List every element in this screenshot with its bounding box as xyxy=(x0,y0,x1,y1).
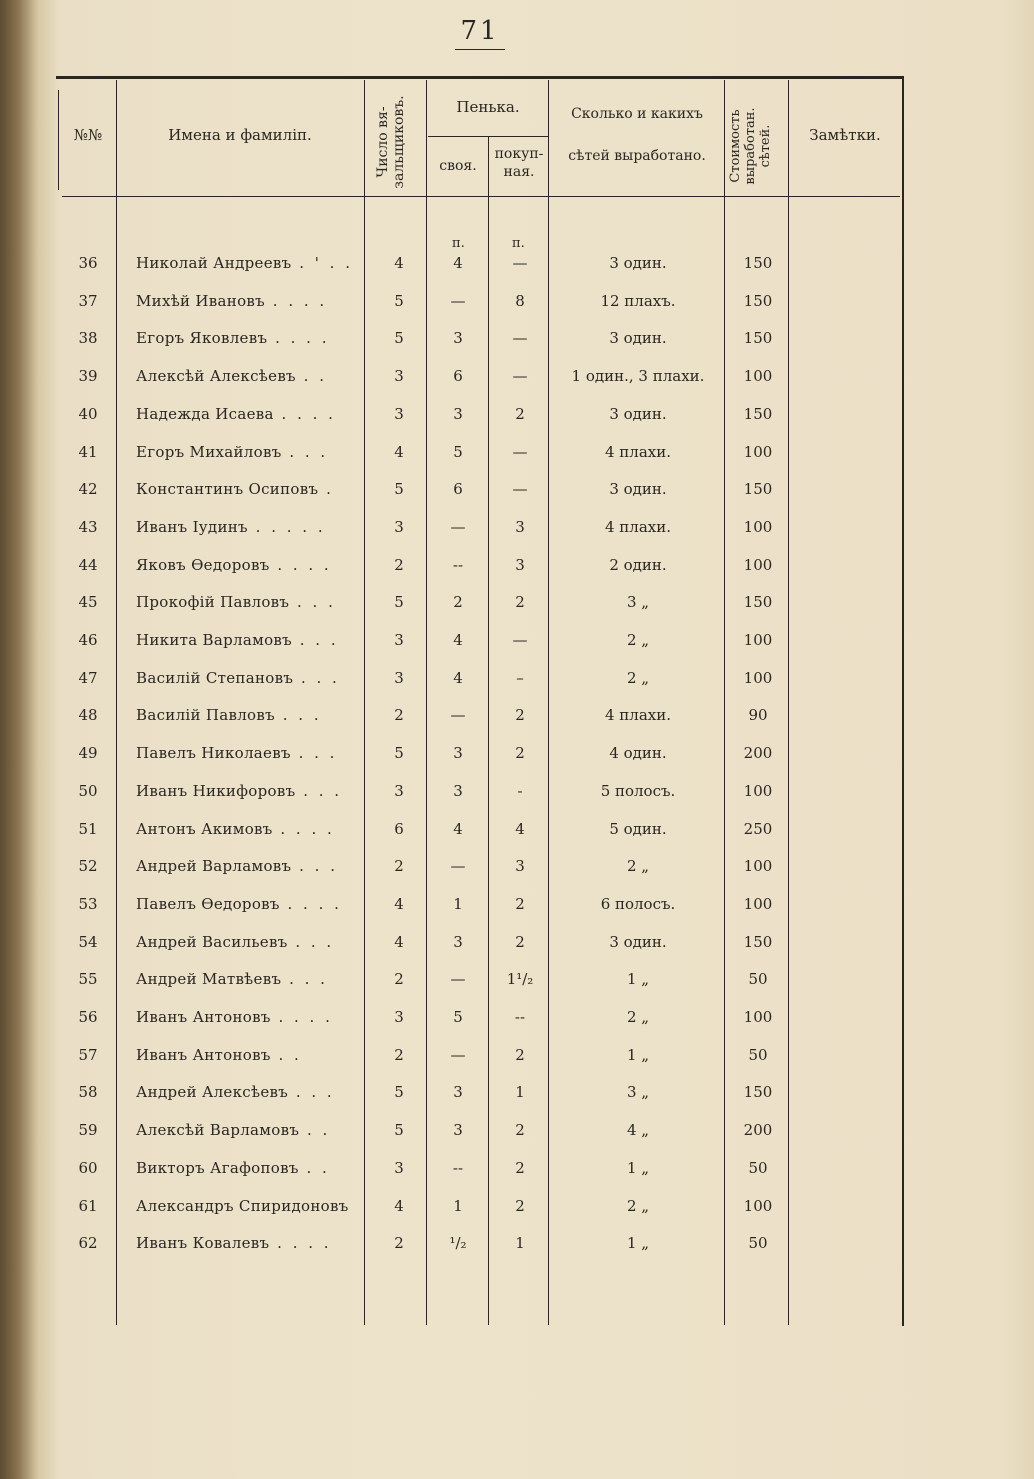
person-name-text: Алексѣй Алексѣевъ xyxy=(136,367,296,386)
leader-dots: . ' . . xyxy=(291,254,353,272)
nets-cost: 150 xyxy=(743,329,773,348)
row-number: 59 xyxy=(78,1121,98,1140)
nets-cost: 150 xyxy=(743,291,773,310)
nets-cost: 100 xyxy=(743,517,773,536)
row-number: 62 xyxy=(78,1234,98,1253)
table-row xyxy=(0,593,1034,631)
row-number: 49 xyxy=(78,744,98,763)
nets-produced: 12 плахъ. xyxy=(600,291,676,310)
person-name-text: Егоръ Яковлевъ xyxy=(136,329,268,348)
hemp-bought: 2 xyxy=(515,593,525,612)
nets-cost: 200 xyxy=(743,744,773,763)
nets-cost: 150 xyxy=(743,932,773,951)
person-name xyxy=(136,970,358,988)
workers-count: 2 xyxy=(394,555,404,574)
header-num: №№ xyxy=(73,126,103,144)
nets-cost: 200 xyxy=(743,1121,773,1140)
workers-count: 4 xyxy=(394,1196,404,1215)
person-name xyxy=(136,593,358,611)
hemp-own: — xyxy=(450,291,466,310)
row-number: 38 xyxy=(78,329,98,348)
person-name-text: Андрей Варламовъ xyxy=(136,857,292,876)
leader-dots: . . . xyxy=(288,1083,335,1102)
hemp-own: ¹/₂ xyxy=(449,1234,467,1253)
hemp-bought: 3 xyxy=(515,517,525,536)
person-name xyxy=(136,1159,358,1177)
row-number: 39 xyxy=(78,367,98,386)
nets-produced: 6 полосъ. xyxy=(600,894,676,913)
person-name-text: Иванъ Іудинъ xyxy=(136,517,248,536)
table-row xyxy=(0,443,1034,481)
hemp-own: — xyxy=(450,517,466,536)
hemp-bought: 2 xyxy=(515,706,525,725)
table-row xyxy=(0,405,1034,443)
leader-dots: . . . . xyxy=(279,894,342,913)
leader-dots: . . . . xyxy=(269,555,332,574)
workers-count: 3 xyxy=(394,1158,404,1177)
nets-cost: 150 xyxy=(743,254,773,272)
person-name-text: Михѣй Ивановъ xyxy=(136,291,266,310)
person-name xyxy=(136,857,358,875)
person-name-text: Иванъ Ковалевъ xyxy=(136,1234,270,1253)
table-row xyxy=(0,292,1034,330)
row-number: 56 xyxy=(78,1008,98,1026)
person-name-text: Викторъ Агафоповъ xyxy=(136,1158,299,1177)
nets-produced: 4 плахи. xyxy=(604,442,671,461)
hemp-bought: 1¹/₂ xyxy=(506,970,534,989)
header-hemp-own: своя. xyxy=(439,158,477,174)
hemp-bought: 8 xyxy=(515,291,525,310)
leader-dots: . . . xyxy=(293,668,340,687)
person-name xyxy=(136,744,358,762)
nets-cost: 150 xyxy=(743,480,773,499)
table-left-rule xyxy=(58,90,59,190)
hemp-own: 3 xyxy=(453,329,463,348)
hemp-own: — xyxy=(450,1045,466,1064)
row-number: 37 xyxy=(78,291,98,310)
row-number: 53 xyxy=(78,894,98,913)
hemp-bought: 4 xyxy=(515,819,525,838)
table-row xyxy=(0,329,1034,367)
person-name xyxy=(136,556,358,574)
table-row xyxy=(0,933,1034,971)
header-hemp: Пенька. xyxy=(456,98,520,116)
leader-dots: . . . . xyxy=(267,329,330,348)
hemp-own: 5 xyxy=(453,1008,463,1026)
person-name-text: Андрей Матвѣевъ xyxy=(136,970,282,989)
person-name-text: Яковъ Өедоровъ xyxy=(136,555,270,574)
row-number: 50 xyxy=(78,781,98,800)
leader-dots: . . . . xyxy=(269,1234,332,1253)
leader-dots: . . . . xyxy=(273,404,336,423)
nets-cost: 150 xyxy=(743,1083,773,1102)
header-cost: Стоимость выработан. сѣтей. xyxy=(728,107,773,185)
hemp-own: 3 xyxy=(453,1121,463,1140)
workers-count: 4 xyxy=(394,894,404,913)
nets-produced: 3 один. xyxy=(609,932,667,951)
hemp-own: 4 xyxy=(453,819,463,838)
person-name xyxy=(136,631,358,649)
leader-dots: . . . xyxy=(289,593,336,612)
person-name xyxy=(136,443,358,461)
header-nets-top: Сколько и какихъ xyxy=(571,106,703,122)
person-name-text: Павелъ Николаевъ xyxy=(136,744,291,763)
nets-produced: 3 один. xyxy=(609,254,667,272)
row-number: 51 xyxy=(78,819,98,838)
workers-count: 3 xyxy=(394,404,404,423)
hemp-bought: — xyxy=(512,480,528,499)
hemp-bought: — xyxy=(512,442,528,461)
table-row xyxy=(0,1083,1034,1121)
person-name-text: Андрей Васильевъ xyxy=(136,932,288,951)
row-number: 54 xyxy=(78,932,98,951)
leader-dots: . . xyxy=(299,1121,331,1140)
unit-mark-bought: п. xyxy=(512,236,525,251)
person-name xyxy=(136,254,358,272)
workers-count: 3 xyxy=(394,517,404,536)
nets-produced: 4 плахи. xyxy=(604,517,671,536)
hemp-own: — xyxy=(450,706,466,725)
table-row xyxy=(0,895,1034,933)
hemp-own: 3 xyxy=(453,404,463,423)
workers-count: 2 xyxy=(394,857,404,876)
workers-count: 3 xyxy=(394,367,404,386)
hemp-own: 3 xyxy=(453,1083,463,1102)
leader-dots: . xyxy=(318,480,334,499)
person-name-text: Антонъ Акимовъ xyxy=(136,819,273,838)
hemp-own: -- xyxy=(452,555,464,574)
leader-dots: . . . xyxy=(287,932,335,951)
hemp-own: 2 xyxy=(453,593,463,612)
nets-produced: 2 один. xyxy=(609,555,667,574)
workers-count: 5 xyxy=(394,480,404,499)
hemp-bought: — xyxy=(512,631,528,649)
hemp-bought: -- xyxy=(514,1008,526,1026)
hemp-own: 3 xyxy=(453,744,463,763)
nets-produced: 2 „ xyxy=(626,1196,650,1215)
leader-dots: . . . . xyxy=(270,1008,333,1026)
table-row xyxy=(0,1197,1034,1235)
person-name xyxy=(136,292,358,310)
person-name-text: Андрей Алексѣевъ xyxy=(136,1083,289,1102)
hemp-bought: — xyxy=(512,367,528,386)
table-row xyxy=(0,1159,1034,1197)
hemp-bought: 2 xyxy=(515,932,525,951)
row-number: 60 xyxy=(78,1158,98,1177)
hemp-own: 4 xyxy=(453,631,463,649)
person-name xyxy=(136,706,358,724)
workers-count: 4 xyxy=(394,932,404,951)
person-name-text: Иванъ Антоновъ xyxy=(136,1045,271,1064)
nets-produced: 5 полосъ. xyxy=(600,781,676,800)
workers-count: 5 xyxy=(394,744,404,763)
row-number: 42 xyxy=(78,480,98,499)
table-top-rule xyxy=(56,76,904,79)
table-row xyxy=(0,782,1034,820)
hemp-own: 3 xyxy=(453,781,463,800)
workers-count: 2 xyxy=(394,970,404,989)
person-name-text: Николай Андреевъ xyxy=(136,254,292,272)
hemp-bought: 3 xyxy=(515,857,525,876)
table-row xyxy=(0,744,1034,782)
leader-dots: . . xyxy=(298,1158,330,1177)
workers-count: 4 xyxy=(394,254,404,272)
hemp-own: 6 xyxy=(453,480,463,499)
table-row xyxy=(0,367,1034,405)
hemp-own: 1 xyxy=(453,1196,463,1215)
nets-produced: 3 „ xyxy=(626,593,650,612)
person-name-text: Василій Павловъ xyxy=(136,706,275,725)
row-number: 48 xyxy=(78,706,98,725)
leader-dots: . . . xyxy=(281,970,328,989)
person-name-text: Никита Варламовъ xyxy=(136,631,292,649)
hemp-bought: - xyxy=(517,781,523,800)
nets-cost: 50 xyxy=(748,1158,768,1177)
person-name xyxy=(136,1008,358,1026)
nets-cost: 150 xyxy=(743,404,773,423)
person-name-text: Павелъ Өедоровъ xyxy=(136,894,280,913)
nets-produced: 3 один. xyxy=(609,404,667,423)
row-number: 45 xyxy=(78,593,98,612)
person-name-text: Василій Степановъ xyxy=(136,668,294,687)
nets-cost: 100 xyxy=(743,555,773,574)
nets-cost: 100 xyxy=(743,781,773,800)
nets-produced: 2 „ xyxy=(626,668,650,687)
leader-dots: . . . . . xyxy=(247,517,326,536)
header-workers: Число вя- зальщиковъ. xyxy=(375,95,408,189)
table-row xyxy=(0,556,1034,594)
workers-count: 5 xyxy=(394,593,404,612)
leader-dots: . . . xyxy=(295,781,343,800)
workers-count: 2 xyxy=(394,706,404,725)
leader-dots: . . . xyxy=(292,631,339,649)
table-row xyxy=(0,518,1034,556)
person-name xyxy=(136,895,358,913)
leader-dots: . . xyxy=(295,367,327,386)
table-row xyxy=(0,970,1034,1008)
hemp-bought: 2 xyxy=(515,1158,525,1177)
table-row xyxy=(0,706,1034,744)
person-name xyxy=(136,669,358,687)
person-name xyxy=(136,1046,358,1064)
leader-dots: . . xyxy=(270,1045,302,1064)
nets-produced: 1 „ xyxy=(626,1234,650,1253)
table-row xyxy=(0,631,1034,669)
workers-count: 2 xyxy=(394,1045,404,1064)
workers-count: 5 xyxy=(394,1083,404,1102)
workers-count: 3 xyxy=(394,668,404,687)
row-number: 46 xyxy=(78,631,98,649)
nets-cost: 150 xyxy=(743,593,773,612)
nets-produced: 2 „ xyxy=(626,857,650,876)
row-number: 47 xyxy=(78,668,98,687)
row-number: 40 xyxy=(78,404,98,423)
nets-cost: 100 xyxy=(743,894,773,913)
hemp-bought: 2 xyxy=(515,894,525,913)
nets-produced: 3 один. xyxy=(609,329,667,348)
person-name-text: Иванъ Антоновъ xyxy=(136,1008,271,1026)
leader-dots: . . . . xyxy=(272,819,335,838)
leader-dots: . . . xyxy=(274,706,322,725)
person-name-text: Надежда Исаева xyxy=(136,404,274,423)
person-name xyxy=(136,782,358,800)
person-name xyxy=(136,1121,358,1139)
hemp-own: 3 xyxy=(453,932,463,951)
hemp-bought: 3 xyxy=(515,555,525,574)
table-row xyxy=(0,669,1034,707)
person-name xyxy=(136,518,358,536)
table-row xyxy=(0,1234,1034,1272)
row-number: 61 xyxy=(78,1196,98,1215)
row-number: 41 xyxy=(78,442,98,461)
person-name-text: Егоръ Михайловъ xyxy=(136,442,282,461)
table-row xyxy=(0,1121,1034,1159)
workers-count: 3 xyxy=(394,631,404,649)
person-name xyxy=(136,1083,358,1101)
person-name xyxy=(136,820,358,838)
table-row xyxy=(0,254,1034,292)
person-name xyxy=(136,480,358,498)
table-row xyxy=(0,480,1034,518)
header-name: Имена и фамиліп. xyxy=(168,126,312,144)
nets-cost: 50 xyxy=(748,1234,768,1253)
hemp-bought: 2 xyxy=(515,1196,525,1215)
nets-produced: 2 „ xyxy=(626,631,650,649)
person-name-text: Александръ Спиридоновъ xyxy=(136,1196,349,1215)
table-row xyxy=(0,857,1034,895)
nets-produced: 4 один. xyxy=(609,744,667,763)
hemp-bought: 2 xyxy=(515,744,525,763)
person-name xyxy=(136,1234,358,1252)
hemp-bought: 2 xyxy=(515,1045,525,1064)
workers-count: 4 xyxy=(394,442,404,461)
hemp-own: 4 xyxy=(453,668,463,687)
person-name xyxy=(136,933,358,951)
nets-cost: 50 xyxy=(748,1045,768,1064)
person-name-text: Алексѣй Варламовъ xyxy=(136,1121,300,1140)
nets-cost: 100 xyxy=(743,1008,773,1026)
nets-cost: 100 xyxy=(743,668,773,687)
nets-cost: 100 xyxy=(743,631,773,649)
hemp-bought: — xyxy=(512,329,528,348)
person-name-text: Константинъ Осиповъ xyxy=(136,480,319,499)
row-number: 55 xyxy=(78,970,98,989)
table-row xyxy=(0,1046,1034,1084)
hemp-own: — xyxy=(450,970,466,989)
nets-cost: 250 xyxy=(743,819,773,838)
hemp-own: 5 xyxy=(453,442,463,461)
row-number: 57 xyxy=(78,1045,98,1064)
nets-produced: 1 „ xyxy=(626,970,650,989)
unit-mark-own: п. xyxy=(452,236,465,251)
hemp-own: 6 xyxy=(453,367,463,386)
hemp-own: — xyxy=(450,857,466,876)
workers-count: 2 xyxy=(394,1234,404,1253)
person-name xyxy=(136,329,358,347)
nets-produced: 4 плахи. xyxy=(604,706,671,725)
hemp-own: 4 xyxy=(453,254,463,272)
leader-dots: . . . xyxy=(291,857,338,876)
hemp-bought: 2 xyxy=(515,404,525,423)
row-number: 36 xyxy=(78,254,98,272)
person-name-text: Прокофій Павловъ xyxy=(136,593,290,612)
hemp-own: -- xyxy=(452,1158,464,1177)
nets-produced: 4 „ xyxy=(626,1121,650,1140)
row-number: 52 xyxy=(78,857,98,876)
header-notes: Замѣтки. xyxy=(809,126,881,144)
row-number: 58 xyxy=(78,1083,98,1102)
nets-produced: 5 один. xyxy=(609,819,667,838)
table-row xyxy=(0,820,1034,858)
nets-cost: 100 xyxy=(743,442,773,461)
person-name-text: Иванъ Никифоровъ xyxy=(136,781,296,800)
nets-cost: 90 xyxy=(748,706,768,725)
row-number: 44 xyxy=(78,555,98,574)
person-name xyxy=(136,367,358,385)
nets-produced: 3 „ xyxy=(626,1083,650,1102)
workers-count: 5 xyxy=(394,1121,404,1140)
table-row xyxy=(0,1008,1034,1046)
workers-count: 3 xyxy=(394,1008,404,1026)
hemp-bought: – xyxy=(516,668,524,687)
nets-produced: 1 один., 3 плахи. xyxy=(571,367,705,386)
hemp-bought: 1 xyxy=(515,1083,525,1102)
header-hemp-bought: покуп- ная. xyxy=(494,146,544,180)
workers-count: 5 xyxy=(394,329,404,348)
leader-dots: . . . . xyxy=(265,291,328,310)
nets-produced: 1 „ xyxy=(626,1158,650,1177)
hemp-bought: 1 xyxy=(515,1234,525,1253)
nets-cost: 100 xyxy=(743,367,773,386)
hemp-bought: 2 xyxy=(515,1121,525,1140)
leader-dots: . . . xyxy=(281,442,329,461)
nets-produced: 2 „ xyxy=(626,1008,650,1026)
header-nets-bottom: сѣтей выработано. xyxy=(568,148,706,164)
person-name xyxy=(136,1197,358,1215)
nets-produced: 3 один. xyxy=(609,480,667,499)
row-number: 43 xyxy=(78,517,98,536)
nets-produced: 1 „ xyxy=(626,1045,650,1064)
nets-cost: 50 xyxy=(748,970,768,989)
hemp-own: 1 xyxy=(453,894,463,913)
hemp-bought: — xyxy=(512,254,528,272)
workers-count: 5 xyxy=(394,291,404,310)
workers-count: 3 xyxy=(394,781,404,800)
person-name xyxy=(136,405,358,423)
nets-cost: 100 xyxy=(743,857,773,876)
leader-dots: . . . xyxy=(290,744,338,763)
nets-cost: 100 xyxy=(743,1196,773,1215)
workers-count: 6 xyxy=(394,819,404,838)
page-number: 71 xyxy=(460,16,500,46)
